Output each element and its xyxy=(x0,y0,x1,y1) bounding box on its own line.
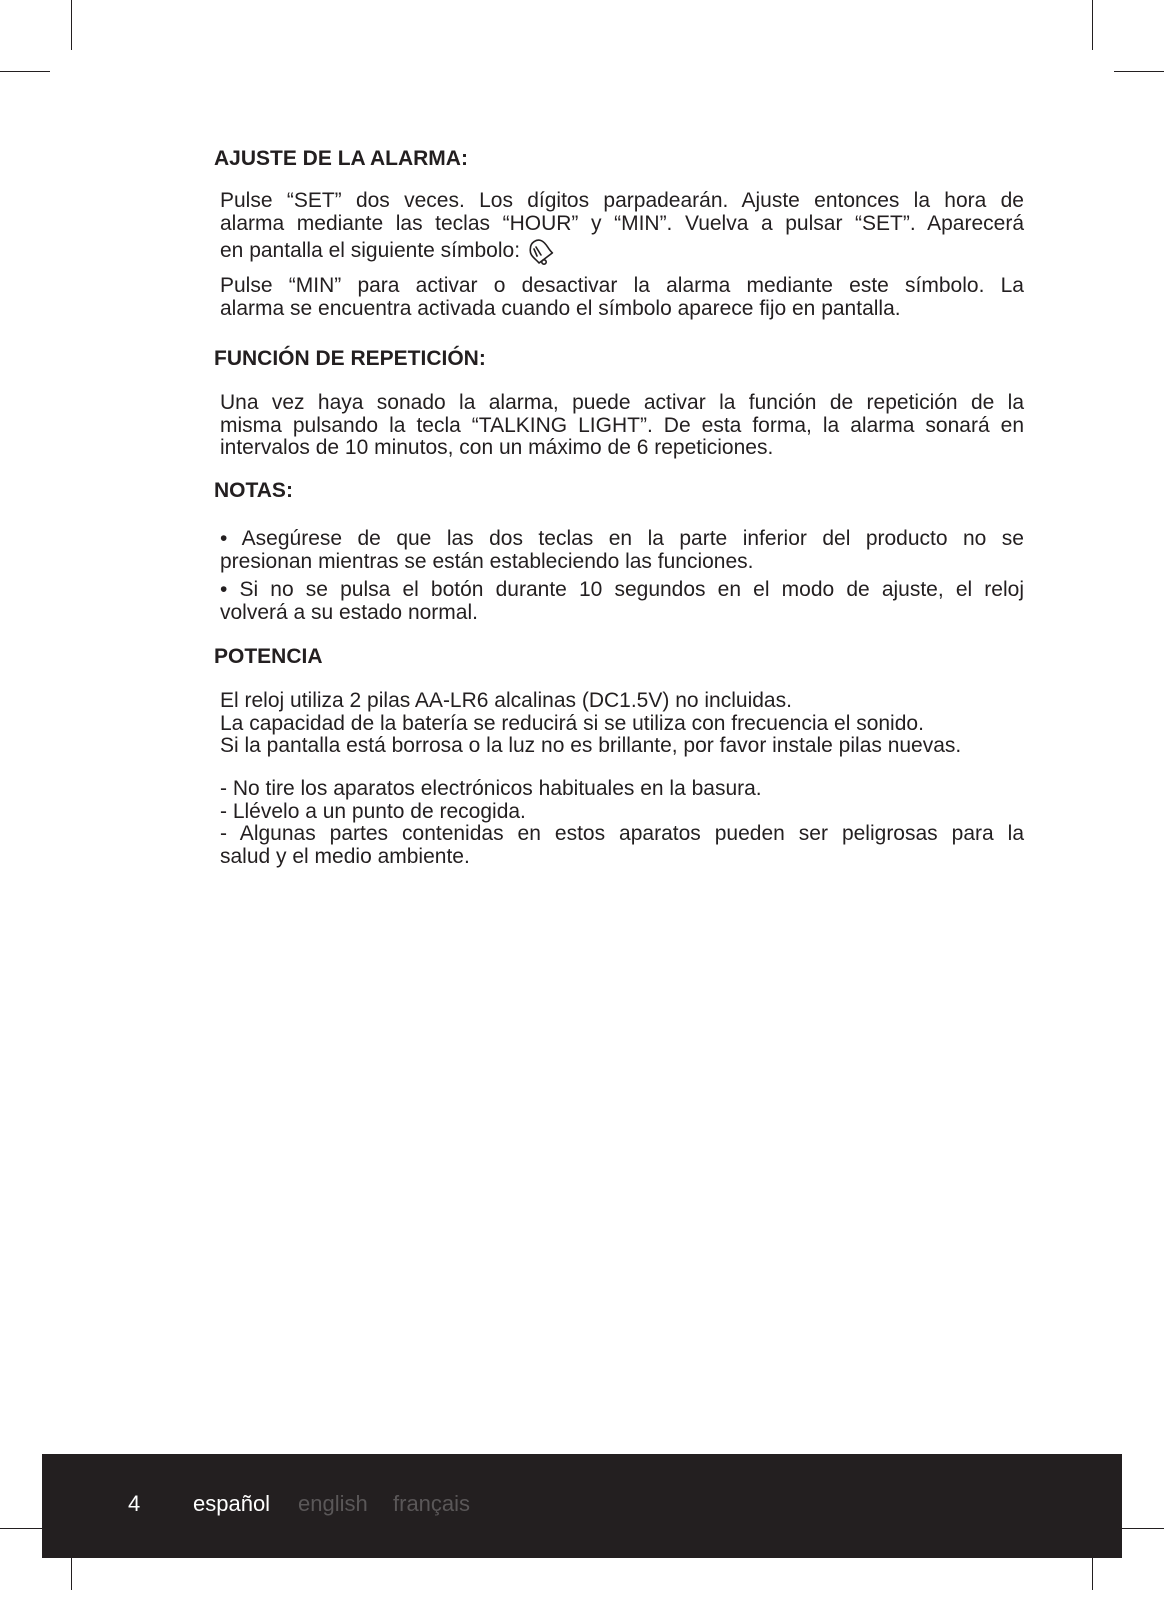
text-line: misma pulsando la tecla “TALKING LIGHT”. De esta forma, la alarma sonará en xyxy=(220,413,1024,437)
text-line: - Algunas partes contenidas en estos aparatos pueden ser peligrosas para la xyxy=(220,822,1024,845)
crop-mark xyxy=(0,71,50,72)
language-spanish: español xyxy=(193,1491,271,1516)
text-line xyxy=(220,235,1024,267)
language-english: english xyxy=(298,1491,368,1516)
text-line: • Si no se pulsa el botón durante 10 segundos en el modo de ajuste, el reloj xyxy=(220,578,1024,601)
notes-bullet-2 xyxy=(220,579,1024,624)
text-line: - No tire los aparatos electrónicos habituales en la basura. xyxy=(220,777,762,800)
section-heading-alarm: AJUSTE DE LA ALARMA: xyxy=(214,147,468,170)
language-french: français xyxy=(393,1491,471,1516)
text-line-content: en pantalla el siguiente símbolo: xyxy=(220,239,521,262)
notes-bullet-1 xyxy=(220,528,1024,573)
text-line: - Llévelo a un punto de recogida. xyxy=(220,799,526,823)
alarm-paragraph-2 xyxy=(220,275,1024,320)
text-line: alarma se encuentra activada cuando el símbolo aparece fijo en pantalla. xyxy=(220,296,901,320)
text-line: Pulse “MIN” para activar o desactivar la alarma mediante este símbolo. La xyxy=(220,274,1024,297)
section-heading-snooze: FUNCIÓN DE REPETICIÓN: xyxy=(214,347,486,370)
text-line: La capacidad de la batería se reducirá si se utiliza con frecuencia el sonido. xyxy=(220,711,924,735)
crop-mark xyxy=(1114,71,1164,72)
text-line: alarma mediante las teclas “HOUR” y “MIN”. Vuelva a pulsar “SET”. Aparecerá xyxy=(220,211,1024,235)
text-line: volverá a su estado normal. xyxy=(220,600,478,624)
footer-bar xyxy=(42,1454,1122,1558)
section-heading-power: POTENCIA xyxy=(214,645,323,668)
text-line: Si la pantalla está borrosa o la luz no es brillante, por favor instale pilas nuevas. xyxy=(220,734,962,757)
bell-icon xyxy=(524,235,556,267)
disposal-paragraph xyxy=(220,778,1024,868)
power-paragraph xyxy=(220,690,1024,758)
text-line: Pulse “SET” dos veces. Los dígitos parpadearán. Ajuste entonces la hora de xyxy=(220,189,1024,212)
crop-mark xyxy=(1092,0,1093,50)
text-line: El reloj utiliza 2 pilas AA-LR6 alcalinas (DC1.5V) no incluidas. xyxy=(220,689,792,712)
snooze-paragraph xyxy=(220,392,1024,460)
crop-mark xyxy=(71,0,72,50)
text-line: intervalos de 10 minutos, con un máximo de 6 repeticiones. xyxy=(220,436,774,459)
text-line: presionan mientras se están estableciendo las funciones. xyxy=(220,549,754,573)
page-number: 4 xyxy=(128,1491,141,1516)
section-heading-notes: NOTAS: xyxy=(214,479,293,502)
text-line: • Asegúrese de que las dos teclas en la parte inferior del producto no se xyxy=(220,527,1024,550)
alarm-paragraph-1 xyxy=(220,190,1024,267)
text-line: Una vez haya sonado la alarma, puede activar la función de repetición de la xyxy=(220,391,1024,414)
text-line: salud y el medio ambiente. xyxy=(220,844,470,868)
